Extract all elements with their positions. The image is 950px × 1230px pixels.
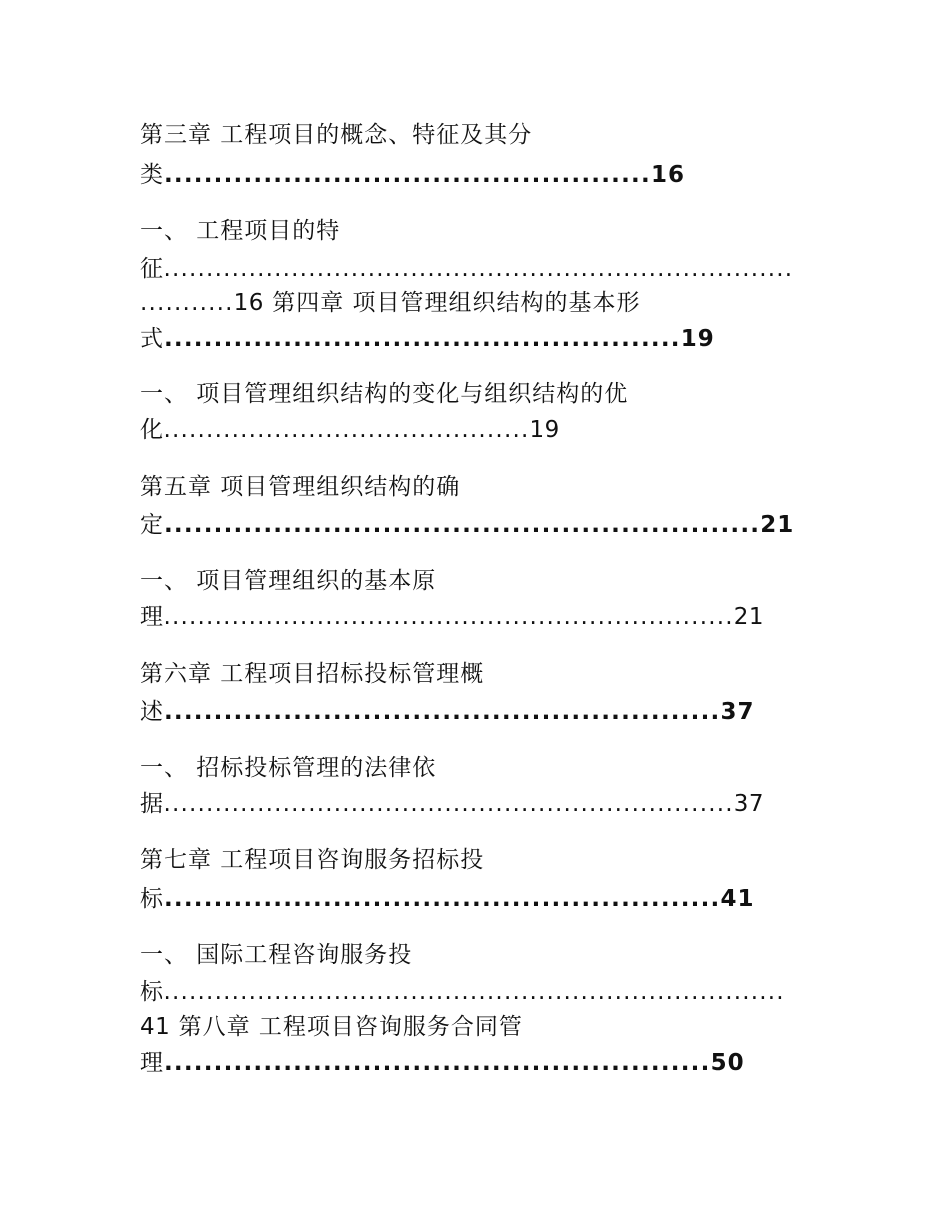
toc-chapter-6-entry[interactable] xyxy=(140,697,755,727)
toc-leader-dots: ......................................................................... xyxy=(163,979,785,1005)
toc-leader-dots: ................................................................... xyxy=(163,791,734,817)
toc-page-number: 21 xyxy=(733,604,765,630)
toc-page-number: 41 xyxy=(720,886,755,912)
toc-page-number: 37 xyxy=(733,791,765,817)
toc-text: 一、 工程项目的特 xyxy=(140,218,341,244)
toc-chapter-6-title xyxy=(140,659,484,689)
toc-page-number: 21 xyxy=(760,512,795,538)
toc-section-title xyxy=(140,753,436,783)
toc-section-title xyxy=(140,379,628,409)
toc-section-title xyxy=(140,566,436,596)
toc-section-title xyxy=(140,216,340,246)
toc-section-entry[interactable] xyxy=(140,254,793,284)
toc-page-number: 16 xyxy=(650,162,685,188)
toc-page-number: 16 xyxy=(233,290,264,316)
toc-leader-dots: ........................................... xyxy=(163,417,530,443)
toc-lead: 类 xyxy=(140,162,164,188)
toc-lead: 据 xyxy=(140,791,164,817)
toc-page-number: 37 xyxy=(720,699,755,725)
toc-text: 一、 招标投标管理的法律依 xyxy=(140,755,437,781)
toc-page-number: 19 xyxy=(680,326,715,352)
toc-lead: 述 xyxy=(140,699,164,725)
toc-section-entry[interactable] xyxy=(140,602,764,632)
toc-text: 第六章 工程项目招标投标管理概 xyxy=(140,661,485,687)
toc-chapter-4-entry[interactable] xyxy=(140,324,715,354)
toc-leader-dots: .......................................................................... xyxy=(163,256,794,282)
toc-section-entry-cont[interactable] xyxy=(140,1012,523,1042)
toc-page-number: 41 xyxy=(140,1014,171,1040)
toc-lead: 标 xyxy=(140,979,164,1005)
toc-lead: 标 xyxy=(140,886,164,912)
toc-lead: 定 xyxy=(140,512,164,538)
toc-chapter-4-title: 第四章 项目管理组织结构的基本形 xyxy=(263,290,641,316)
toc-section-entry-cont[interactable] xyxy=(140,288,641,318)
toc-page-number: 19 xyxy=(529,417,560,443)
toc-text: 一、 项目管理组织结构的变化与组织结构的优 xyxy=(140,381,629,407)
toc-section-entry[interactable] xyxy=(140,977,785,1007)
toc-leader-dots: ................................................................... xyxy=(163,604,734,630)
toc-chapter-3-title xyxy=(140,120,532,150)
toc-lead: 化 xyxy=(140,417,164,443)
toc-leader-dots: .................................................... xyxy=(164,326,681,352)
toc-chapter-3-entry[interactable] xyxy=(140,160,685,190)
toc-chapter-5-entry[interactable] xyxy=(140,510,794,540)
toc-lead: 征 xyxy=(140,256,164,282)
toc-leader-dots: ........................................................ xyxy=(164,699,721,725)
toc-leader-dots: ............................................................ xyxy=(164,512,761,538)
toc-chapter-7-title xyxy=(140,845,484,875)
toc-text: 一、 国际工程咨询服务投 xyxy=(140,942,413,968)
toc-page-number: 50 xyxy=(710,1050,745,1076)
toc-text: 第五章 项目管理组织结构的确 xyxy=(140,474,461,500)
toc-text: 一、 项目管理组织的基本原 xyxy=(140,568,437,594)
toc-chapter-8-entry[interactable] xyxy=(140,1048,745,1078)
toc-leader-dots: ....................................................... xyxy=(164,1050,711,1076)
toc-leader-dots: ........................................................ xyxy=(164,886,721,912)
toc-text: 第三章 工程项目的概念、特征及其分 xyxy=(140,122,533,148)
toc-leader-dots: ................................................. xyxy=(164,162,651,188)
toc-lead: 式 xyxy=(140,326,164,352)
toc-section-entry[interactable] xyxy=(140,415,560,445)
toc-leader-dots: ........... xyxy=(140,290,234,316)
toc-section-title xyxy=(140,940,412,970)
toc-lead: 理 xyxy=(140,1050,164,1076)
toc-text: 第七章 工程项目咨询服务招标投 xyxy=(140,847,485,873)
toc-chapter-5-title xyxy=(140,472,460,502)
toc-chapter-7-entry[interactable] xyxy=(140,884,755,914)
toc-section-entry[interactable] xyxy=(140,789,764,819)
toc-chapter-8-title: 第八章 工程项目咨询服务合同管 xyxy=(170,1014,523,1040)
toc-lead: 理 xyxy=(140,604,164,630)
